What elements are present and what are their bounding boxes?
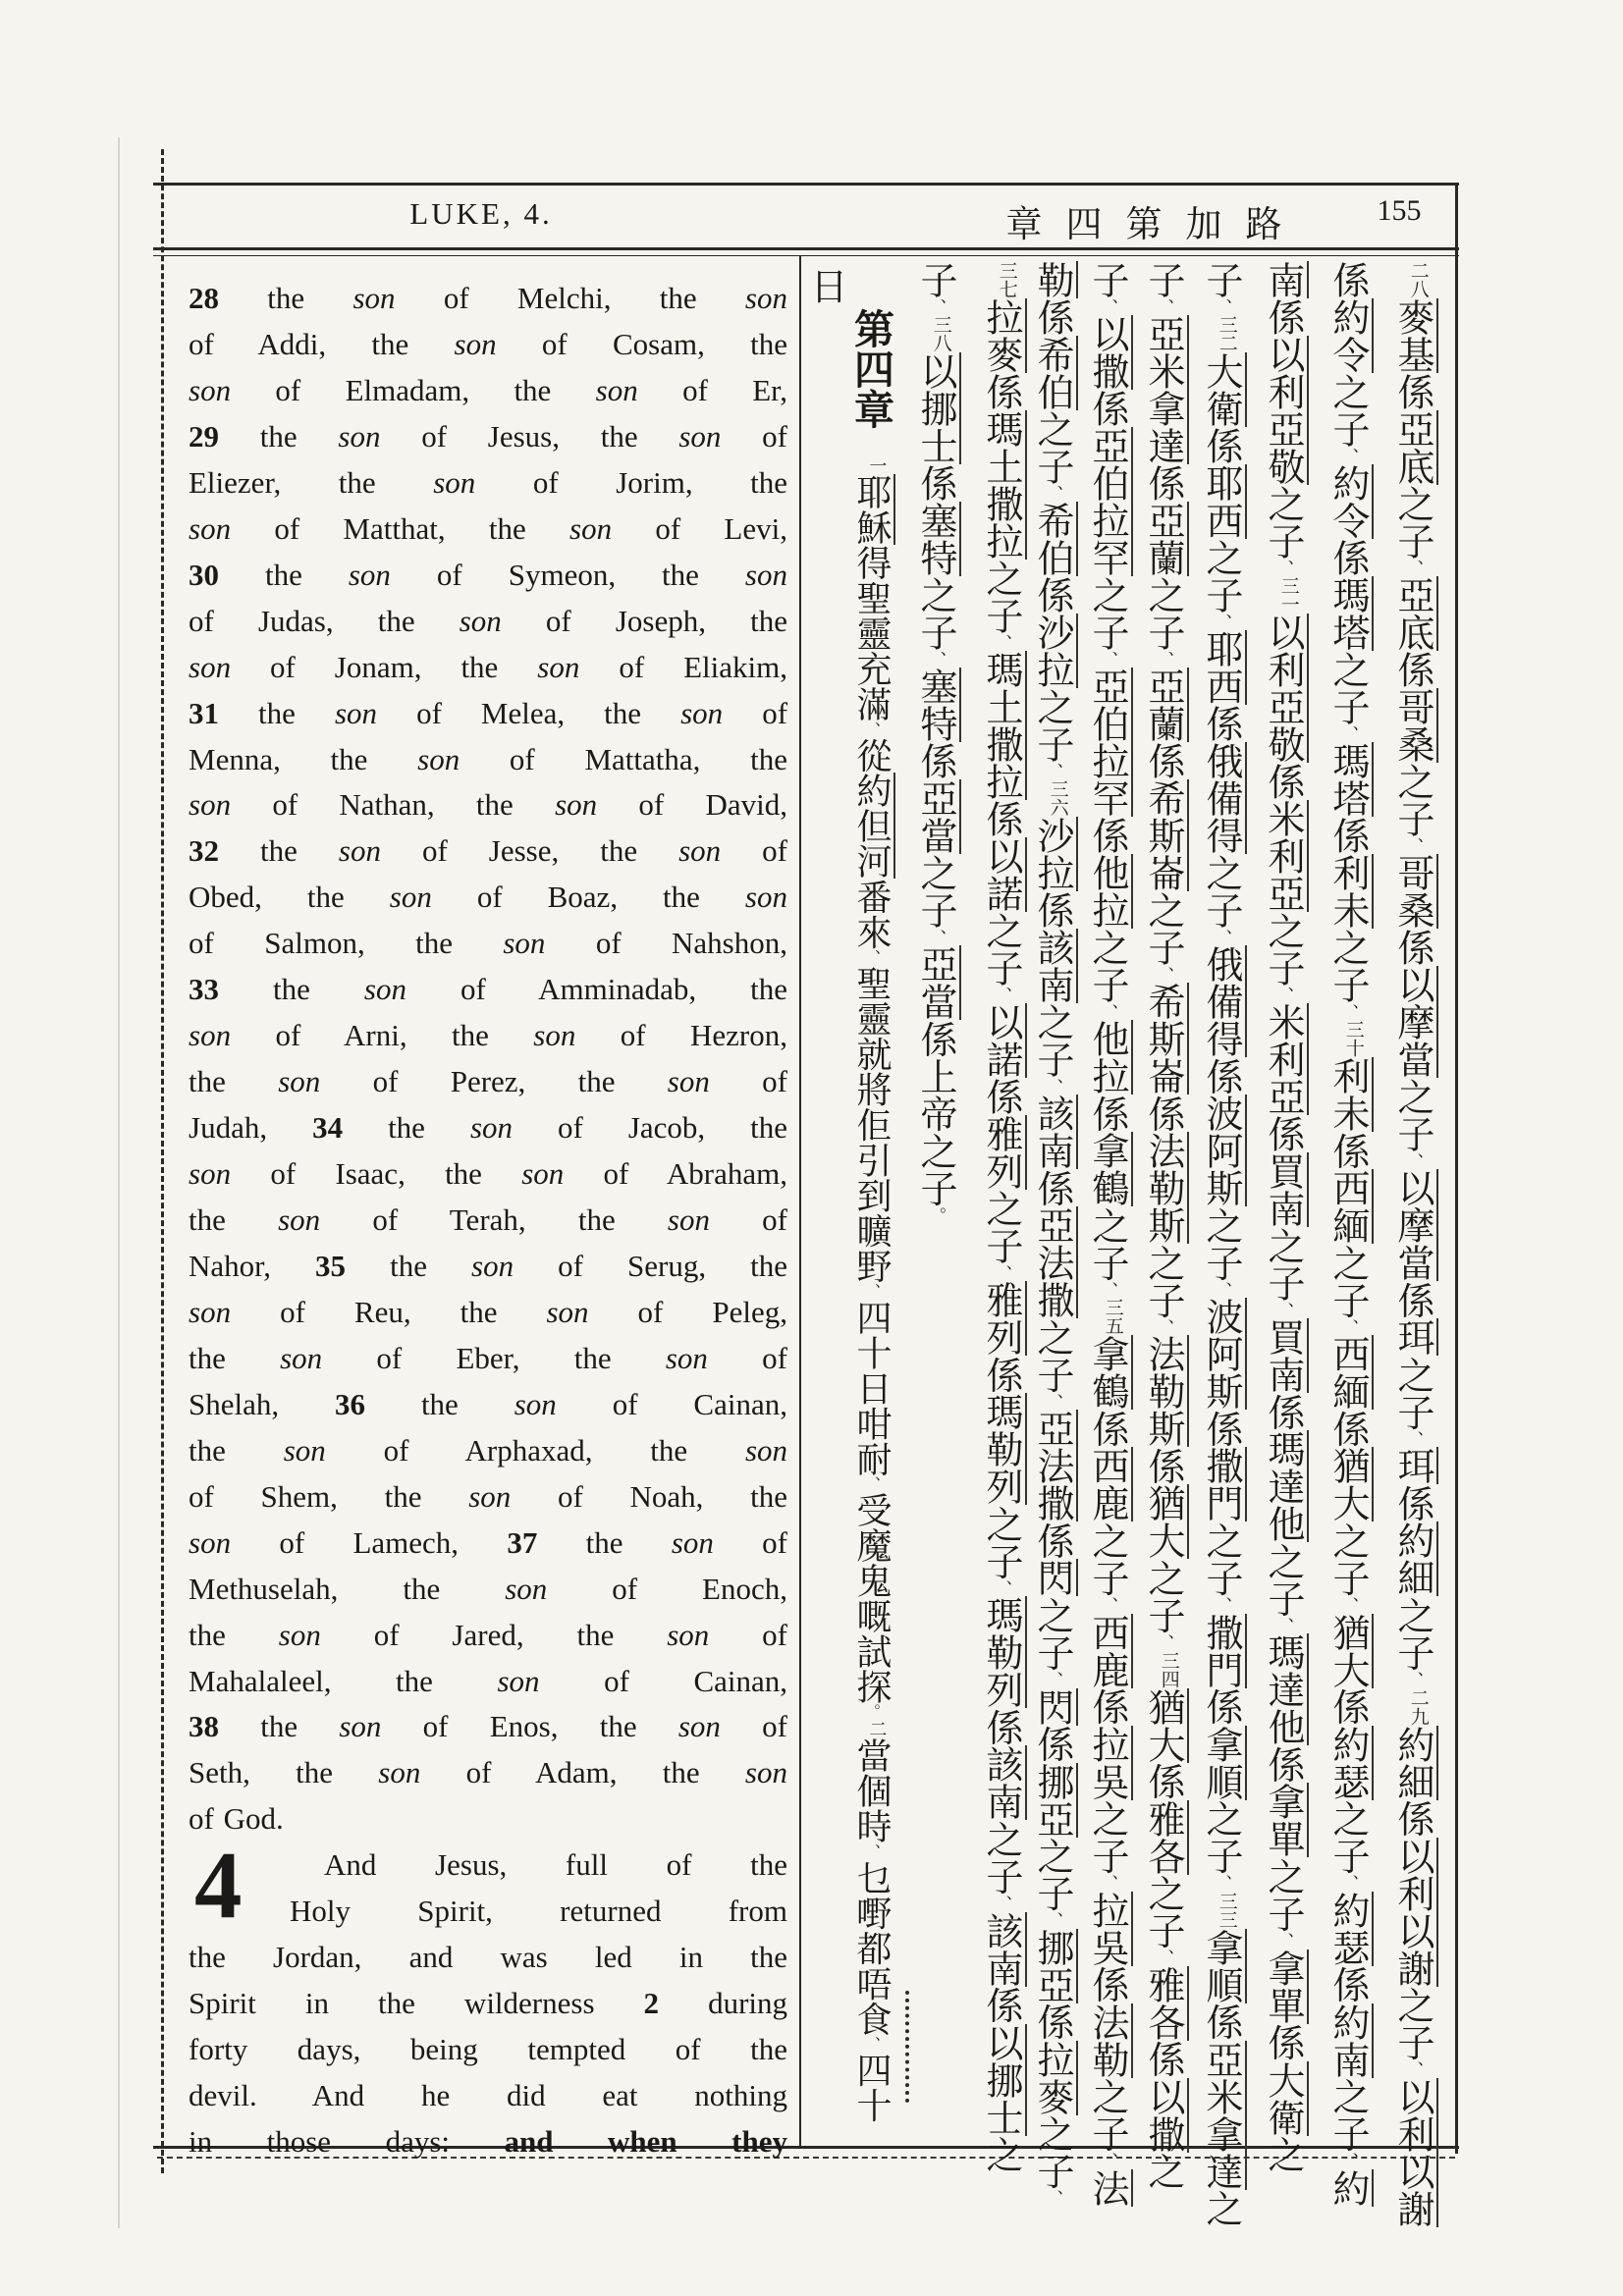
proper-name: 希伯 [1031,502,1078,576]
verse-number-marker: 三三 [1216,1891,1238,1929]
proper-name: 約但河 [851,773,895,879]
proper-name: 拿鶴 [1086,1132,1133,1206]
punctuation: 、 [1273,1932,1293,1949]
proper-name: 西緬 [1326,1169,1374,1244]
chinese-genealogy-column: 南係以利亞敬之子、三一以利亞敬係米利亞之子、米利亞係買南之子、買南係瑪達他之子、瑪達他係拿單之子、拿單係大衛之 [1261,261,1306,2173]
proper-name: 瑪勒列 [980,1393,1027,1505]
proper-name: 閃 [1031,1559,1078,1596]
proper-name: 以利亞敬 [1262,336,1309,485]
proper-name: 南 [1262,261,1309,298]
chinese-genealogy-column: 三七拉麥係瑪土撒拉之子、瑪土撒拉係以諾之子、以諾係雅列之子、雅列係瑪勒列之子、瑪勒列係該南之子、該南係以挪士之 [979,261,1024,2173]
proper-name: 以利亞敬 [1262,614,1309,763]
proper-name: 耶西 [1200,630,1247,705]
proper-name: 以撒 [1142,2078,1189,2153]
chinese-genealogy-column: 勒係希伯之子、希伯係沙拉之子、三六沙拉係該南之子、該南係亞法撒之子、亞法撒係閃之子、閃係挪亞之子、挪亞係拉麥之子、 [1030,261,1075,2207]
english-line: the son of Perez, the son of [189,1064,788,1099]
english-line: Spirit in the wilderness 2 during [189,1986,787,2021]
english-line: son of Lamech, 37 the son of [189,1524,788,1560]
punctuation: 、 [1098,651,1117,668]
english-line: 32 the son of Jesse, the son of [189,833,788,869]
verse-number-marker: 一 [866,456,888,474]
proper-name: 沙拉 [1031,817,1078,891]
continuation-dots-mark [905,1991,909,2103]
proper-name: 約 [1326,2169,1374,2207]
verse-number-marker: 二八 [1407,261,1430,298]
verse-number-marker: 二 [866,1720,888,1738]
chinese-genealogy-column: 子、三八以挪士係塞特之子、塞特係亞當之子、亞當係上帝之子。 [913,261,958,1223]
proper-name: 以利以謝 [1391,2078,1438,2227]
proper-name: 猶大 [1142,1484,1189,1559]
verse-number-marker: 三七 [996,261,1018,298]
proper-name: 該南 [1031,1095,1078,1169]
proper-name: 拉麥 [1031,2041,1078,2115]
chinese-genealogy-column: 係約令之子、約令係瑪塔之子、瑪塔係利未之子、三十利未係西緬之子、西緬係猶大之子、猶大係約瑟之子、約瑟係約南之子、約 [1325,261,1371,2207]
punctuation: 、 [1043,2189,1062,2207]
verse-number-marker: 三六 [1047,779,1069,818]
punctuation: 、 [1212,614,1231,631]
proper-name: 亞法撒 [1031,1410,1078,1522]
header-rule-thick [153,247,1459,250]
punctuation: 、 [992,1579,1011,1597]
punctuation: 、 [1154,1949,1173,1966]
proper-name: 塞特 [914,667,961,742]
english-line: the son of Arphaxad, the son [189,1432,788,1468]
punctuation: 。 [862,1703,881,1721]
punctuation: 、 [1043,1078,1062,1095]
english-line: of God. [189,1801,284,1837]
punctuation: 、 [1338,1318,1358,1336]
punctuation: 、 [1273,560,1293,577]
proper-name: 西鹿 [1086,1447,1133,1522]
frame-left-dashed-border [161,149,164,2173]
punctuation: 、 [862,1475,881,1492]
proper-name: 約南 [1326,2003,1374,2078]
chinese-chapter-column: 第四章一耶穌得聖靈充滿、從約但河番來、聖靈就將佢引到曠野、四十日咁耐、受魔鬼嘅試探。二當個時、乜嘢都唔食、四十 [847,308,894,2123]
proper-name: 法勒 [1086,2003,1133,2078]
proper-name: 法勒斯 [1142,1132,1189,1244]
verse-number-marker: 二九 [1407,1687,1430,1726]
punctuation: 、 [1403,837,1423,855]
punctuation: 、 [1338,1596,1358,1614]
english-line: Obed, the son of Boaz, the son [189,880,787,915]
proper-name: 亞伯拉罕 [1086,667,1133,817]
proper-name: 約瑟 [1326,1892,1374,1966]
proper-name: 拉吳 [1086,1726,1133,1800]
punctuation: 、 [1098,1596,1117,1614]
proper-name: 瑪勒列 [980,1596,1027,1708]
punctuation: 、 [1338,1003,1358,1021]
proper-name: 他拉 [1086,1020,1133,1095]
proper-name: 雅各 [1142,1800,1189,1875]
page-number: 155 [1377,194,1422,227]
proper-name: 瑪達他 [1262,1633,1309,1745]
english-line: the son of Jared, the son of [189,1617,788,1652]
header-rule-thin [153,255,1459,256]
english-line: 30 the son of Symeon, the son [189,557,787,592]
proper-name: 利未 [1326,1057,1374,1132]
proper-name: 他拉 [1086,854,1133,929]
punctuation: 、 [1403,2060,1423,2078]
english-line: Seth, the son of Adam, the son [189,1755,787,1790]
punctuation: 、 [1403,1671,1423,1688]
english-line: son of Elmadam, the son of Er, [189,372,787,407]
proper-name: 珥 [1391,1318,1438,1356]
verse-number-marker: 三五 [1102,1298,1124,1336]
punctuation: 、 [1212,1874,1231,1892]
punctuation: 、 [1154,966,1173,984]
proper-name: 亞蘭 [1142,502,1189,576]
punctuation: 、 [1212,298,1231,316]
chinese-genealogy-column: 子、亞米拿達係亞蘭之子、亞蘭係希斯崙之子、希斯崙係法勒斯之子、法勒斯係猶大之子、三四猶大係雅各之子、雅各係以撒之 [1141,261,1186,2190]
proper-name: 哥桑 [1391,688,1438,763]
verse-number-marker: 三一 [1277,576,1300,614]
punctuation: 、 [1154,1318,1173,1336]
proper-name: 雅列 [980,1281,1027,1356]
punctuation: 、 [1098,2152,1117,2169]
proper-name: 以摩當 [1391,966,1438,1078]
proper-name: 俄備得 [1200,742,1247,854]
english-line: son of Matthat, the son of Levi, [189,510,787,546]
proper-name: 希伯 [1031,336,1078,410]
proper-name: 亞當 [914,945,961,1020]
punctuation: 、 [1338,2152,1358,2169]
proper-name: 瑪塔 [1326,576,1374,651]
proper-name: 亞底 [1391,576,1438,651]
punctuation: 、 [1403,1152,1423,1170]
proper-name: 耶西 [1200,464,1247,539]
punctuation: 、 [1403,560,1423,577]
proper-name: 以挪士 [980,2024,1027,2136]
proper-name: 米利亞 [1262,1003,1309,1115]
proper-name: 以摩當 [1391,1169,1438,1281]
proper-name: 拿單 [1262,1783,1309,1857]
punctuation: 、 [862,1283,881,1300]
english-line: son of Reu, the son of Peleg, [189,1294,787,1329]
punctuation: 、 [862,1843,881,1860]
english-line: 33 the son of Amminadab, the [189,972,788,1007]
english-line: son of Jonam, the son of Eliakim, [189,649,787,684]
punctuation: 、 [1403,1430,1423,1448]
proper-name: 買南 [1262,1318,1309,1393]
english-line: of Judas, the son of Joseph, the [189,603,787,638]
english-line: son of Isaac, the son of Abraham, [189,1156,787,1192]
proper-name: 瑪土撒拉 [980,651,1027,800]
punctuation: 、 [1043,1911,1062,1929]
proper-name: 塞特 [914,502,961,576]
english-line: 28 the son of Melchi, the son [189,281,787,315]
proper-name: 拿單 [1262,1949,1309,2024]
punctuation: 、 [1098,1281,1117,1299]
page-left-edge-shadow [118,137,120,2228]
chinese-genealogy-column: 子、以撒係亞伯拉罕之子、亞伯拉罕係他拉之子、他拉係拿鶴之子、三五拿鶴係西鹿之子、西鹿係拉吳之子、拉吳係法勒之子、法 [1085,261,1130,2207]
punctuation: 、 [1154,651,1173,668]
punctuation: 、 [992,1895,1011,1912]
proper-name: 利未 [1326,854,1374,929]
proper-name: 約細 [1391,1522,1438,1596]
frame-top-border [153,183,1459,186]
punctuation: 、 [1154,298,1173,316]
proper-name: 猶大 [1142,1688,1189,1763]
verse-number-marker: 三二 [1216,315,1238,353]
chinese-genealogy-column: 二八麥基係亞底之子、亞底係哥桑之子、哥桑係以摩當之子、以摩當係珥之子、珥係約細之子、二九約細係以利以謝之子、以利以謝 [1390,261,1435,2227]
proper-name: 大衛 [1200,352,1247,427]
proper-name: 珥 [1391,1447,1438,1484]
punctuation: 、 [1098,1874,1117,1892]
english-line: Menna, the son of Mattatha, the [189,741,787,776]
proper-name: 以利以謝 [1391,1838,1438,1987]
proper-name: 哥桑 [1391,854,1438,929]
punctuation: 、 [862,721,881,738]
proper-name: 瑪土撒拉 [980,410,1027,560]
verse-number-marker: 三四 [1158,1650,1180,1688]
proper-name: 挪亞 [1031,1929,1078,2003]
english-line: Mahalaleel, the son of Cainan, [189,1663,787,1698]
english-line: 38 the son of Enos, the son of [189,1709,788,1744]
proper-name: 瑪達他 [1262,1430,1309,1542]
proper-name: 約令 [1326,298,1374,373]
proper-name: 撒門 [1200,1447,1247,1522]
english-line: devil. And he did eat nothing [189,2078,787,2113]
proper-name: 拉麥 [980,298,1027,373]
proper-name: 挪亞 [1031,1763,1078,1838]
proper-name: 法勒斯 [1142,1335,1189,1447]
proper-name: 以挪士 [914,352,961,464]
punctuation: 、 [1273,1302,1293,1319]
verse-number-marker: 三八 [930,315,952,353]
proper-name: 約令 [1326,464,1374,539]
english-line: of Salmon, the son of Nahshon, [189,926,787,961]
punctuation: 、 [1338,448,1358,465]
punctuation: 、 [1043,1671,1062,1688]
english-line: in those days: and when they [189,2124,787,2159]
proper-name: 波阿斯 [1200,1095,1247,1206]
proper-name: 瑪塔 [1326,742,1374,817]
proper-name: 亞當 [914,779,961,854]
proper-name: 約瑟 [1326,1726,1374,1800]
proper-name: 法 [1086,2169,1133,2207]
english-line: 29 the son of Jesus, the son of [189,418,787,454]
proper-name: 閃 [1031,1688,1078,1726]
english-line: Nahor, 35 the son of Serug, the [189,1248,787,1283]
proper-name: 買南 [1262,1152,1309,1227]
proper-name: 拿鶴 [1086,1335,1133,1410]
proper-name: 該南 [1031,929,1078,1003]
punctuation: 、 [1338,725,1358,743]
proper-name: 以撒 [1086,315,1133,390]
proper-name: 米利亞 [1262,800,1309,912]
punctuation: 、 [992,1264,1011,1282]
punctuation: 、 [1098,298,1117,316]
punctuation: 、 [1212,1281,1231,1299]
running-title-english: LUKE, 4. [409,196,553,231]
punctuation: 、 [1273,987,1293,1004]
proper-name: 該南 [980,1912,1027,1987]
english-line: the son of Eber, the son of [189,1340,787,1375]
proper-name: 耶穌 [851,474,895,545]
proper-name: 西鹿 [1086,1614,1133,1688]
proper-name: 希斯崙 [1142,983,1189,1095]
english-line: the Jordan, and was led in the [189,1940,787,1975]
english-line: Holy Spirit, returned from [290,1894,787,1929]
english-line: And Jesus, full of the [324,1847,787,1883]
punctuation: 、 [862,949,881,966]
english-line: Eliezer, the son of Jorim, the [189,464,787,500]
english-line: of Addi, the son of Cosam, the [189,326,787,361]
english-line: forty days, being tempted of the [189,2032,787,2067]
punctuation: 。 [926,1206,946,1224]
punctuation: 、 [1098,1003,1117,1021]
punctuation: 、 [862,2036,881,2053]
proper-name: 大衛 [1262,2061,1309,2136]
proper-name: 亞伯拉罕 [1086,427,1133,576]
proper-name: 亞米拿達 [1200,2041,1247,2190]
chinese-genealogy-column: 子、三二大衛係耶西之子、耶西係俄備得之子、俄備得係波阿斯之子、波阿斯係撒門之子、撒門係拿順之子、三三拿順係亞米拿達之 [1199,261,1244,2227]
english-line: of Shem, the son of Noah, the [189,1478,788,1514]
punctuation: 、 [1154,1633,1173,1651]
proper-name: 以諾 [980,837,1027,912]
punctuation: 、 [1273,1617,1293,1634]
verse-number-marker: 三十 [1342,1020,1365,1058]
frame-right-border [1455,183,1458,2154]
proper-name: 以諾 [980,1003,1027,1078]
english-line: Methuselah, the son of Enoch, [189,1571,787,1606]
punctuation: 、 [1043,485,1062,503]
punctuation: 、 [992,987,1011,1004]
proper-name: 亞底 [1391,410,1438,485]
punctuation: 、 [1043,1393,1062,1411]
proper-name: 勒 [1031,261,1078,298]
english-line: Shelah, 36 the son of Cainan, [189,1386,787,1421]
english-line: son of Nathan, the son of David, [189,787,787,823]
punctuation: 、 [1338,1874,1358,1892]
proper-name: 該南 [980,1745,1027,1820]
proper-name: 亞米拿達 [1142,315,1189,464]
proper-name: 拿順 [1200,1726,1247,1800]
english-line: the son of Terah, the son of [189,1202,787,1237]
proper-name: 波阿斯 [1200,1298,1247,1410]
english-line: Judah, 34 the son of Jacob, the [189,1110,788,1146]
punctuation: 、 [926,651,946,668]
proper-name: 亞蘭 [1142,667,1189,742]
proper-name: 猶大 [1326,1447,1374,1522]
proper-name: 雅列 [980,1115,1027,1190]
punctuation: 、 [1212,929,1231,946]
margin-catchword: 日 [804,267,847,304]
punctuation: 、 [992,634,1011,652]
chapter-drop-cap: 4 [194,1833,243,1938]
proper-name: 猶大 [1326,1614,1374,1688]
proper-name: 拿順 [1200,1929,1247,2003]
proper-name: 希斯崙 [1142,779,1189,891]
english-line: 31 the son of Melea, the son of [189,695,788,730]
proper-name: 麥基 [1391,298,1438,373]
punctuation: 、 [926,298,946,316]
proper-name: 西緬 [1326,1335,1374,1410]
chapter-heading: 第四章 [847,308,894,429]
punctuation: 、 [926,929,946,946]
proper-name: 俄備得 [1200,945,1247,1057]
english-line: son of Arni, the son of Hezron, [189,1018,788,1053]
running-title-chinese: 章四第加路 [1005,203,1306,245]
proper-name: 約細 [1391,1726,1438,1800]
proper-name: 沙拉 [1031,614,1078,688]
proper-name: 拉吳 [1086,1892,1133,1966]
punctuation: 、 [1043,763,1062,780]
proper-name: 撒門 [1200,1614,1247,1688]
proper-name: 亞法撒 [1031,1206,1078,1318]
proper-name: 雅各 [1142,1966,1189,2041]
punctuation: 、 [1212,1596,1231,1614]
column-divider-rule [799,255,801,2148]
